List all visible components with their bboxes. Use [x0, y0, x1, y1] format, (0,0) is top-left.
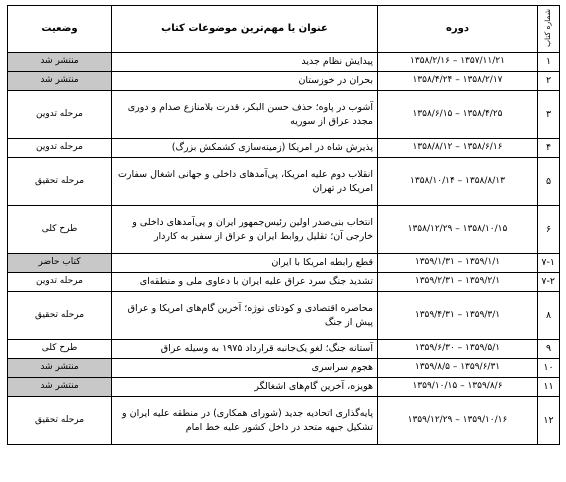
book-status: مرحله تدوین	[8, 273, 112, 292]
book-number: ۲	[538, 72, 560, 91]
table-row	[8, 254, 560, 273]
book-title: انقلاب دوم علیه امریکا، پی‌آمدهای داخلی و جهانی اشغال سفارت امریکا در تهران	[112, 158, 378, 206]
header-status: وضعیت	[8, 6, 112, 53]
book-status: منتشر شد	[8, 359, 112, 378]
book-title: آستانه جنگ؛ لغو یک‌جانبه قرارداد ۱۹۷۵ به وسیله عراق	[112, 340, 378, 359]
header-period: دوره	[378, 6, 538, 53]
book-period: ۱۳۵۸/۱۰/۱۵ – ۱۳۵۸/۱۲/۲۹	[378, 206, 538, 254]
book-status: مرحله تحقیق	[8, 397, 112, 445]
book-period: ۱۳۵۹/۸/۶ – ۱۳۵۹/۱۰/۱۵	[378, 378, 538, 397]
book-title: بحران در خوزستان	[112, 72, 378, 91]
book-title: محاصره اقتصادی و کودتای نوژه؛ آخرین گام‌های امریکا و عراق پیش از جنگ	[112, 292, 378, 340]
book-period: ۱۳۵۹/۱/۱ – ۱۳۵۹/۱/۳۱	[378, 254, 538, 273]
book-status: مرحله تحقیق	[8, 158, 112, 206]
book-period: ۱۳۵۹/۳/۱ – ۱۳۵۹/۴/۳۱	[378, 292, 538, 340]
header-title: عنوان یا مهم‌ترین موضوعات کتاب	[112, 6, 378, 53]
book-status-table	[7, 5, 560, 445]
book-period: ۱۳۵۸/۴/۲۵ – ۱۳۵۸/۶/۱۵	[378, 91, 538, 139]
book-number: ۳	[538, 91, 560, 139]
table-row	[8, 359, 560, 378]
book-status: منتشر شد	[8, 378, 112, 397]
book-period: ۱۳۵۹/۵/۱ – ۱۳۵۹/۶/۳۰	[378, 340, 538, 359]
table-row	[8, 53, 560, 72]
book-number: ۸	[538, 292, 560, 340]
table-row	[8, 91, 560, 139]
book-status: مرحله تدوین	[8, 139, 112, 158]
table-row	[8, 206, 560, 254]
book-title: هجوم سراسری	[112, 359, 378, 378]
book-period: ۱۳۵۸/۶/۱۶ – ۱۳۵۸/۸/۱۲	[378, 139, 538, 158]
book-period: ۱۳۵۸/۸/۱۳ – ۱۳۵۸/۱۰/۱۴	[378, 158, 538, 206]
book-title: هویزه، آخرین گام‌های اشغالگر	[112, 378, 378, 397]
table-row	[8, 139, 560, 158]
book-number: ۶	[538, 206, 560, 254]
book-number: ۷-۱	[538, 254, 560, 273]
book-number: ۴	[538, 139, 560, 158]
book-number: ۵	[538, 158, 560, 206]
header-number: شماره کتاب	[538, 6, 560, 53]
table-row	[8, 340, 560, 359]
book-status-table-container	[7, 5, 559, 445]
table-row	[8, 158, 560, 206]
table-header-row	[8, 6, 560, 53]
book-number: ۱۱	[538, 378, 560, 397]
book-status: منتشر شد	[8, 53, 112, 72]
book-title: تشدید جنگ سرد عراق علیه ایران با دعاوی ملی و منطقه‌ای	[112, 273, 378, 292]
book-status: طرح کلی	[8, 206, 112, 254]
book-title: پذیرش شاه در امریکا (زمینه‌سازی کشمکش بزرگ)	[112, 139, 378, 158]
table-row	[8, 378, 560, 397]
book-status: مرحله تحقیق	[8, 292, 112, 340]
book-period: ۱۳۵۹/۲/۱ – ۱۳۵۹/۲/۳۱	[378, 273, 538, 292]
book-number: ۱	[538, 53, 560, 72]
book-period: ۱۳۵۸/۲/۱۷ – ۱۳۵۸/۴/۲۴	[378, 72, 538, 91]
book-period: ۱۳۵۹/۱۰/۱۶ – ۱۳۵۹/۱۲/۲۹	[378, 397, 538, 445]
book-title: قطع رابطه امریکا با ایران	[112, 254, 378, 273]
table-row	[8, 72, 560, 91]
book-title: پایه‌گذاری اتحادیه جدید (شورای همکاری) در منطقه علیه ایران و تشکیل جبهه متحد در داخل کشور علیه خط امام	[112, 397, 378, 445]
book-number: ۱۲	[538, 397, 560, 445]
table-row	[8, 397, 560, 445]
table-row	[8, 273, 560, 292]
book-title: آشوب در پاوه؛ حذف حسن البکر، قدرت بلامنازع صدام و دوری مجدد عراق از سوریه	[112, 91, 378, 139]
book-number: ۱۰	[538, 359, 560, 378]
book-status: طرح کلی	[8, 340, 112, 359]
book-status: منتشر شد	[8, 72, 112, 91]
book-number: ۹	[538, 340, 560, 359]
book-title: پیدایش نظام جدید	[112, 53, 378, 72]
book-period: ۱۳۵۹/۶/۳۱ – ۱۳۵۹/۸/۵	[378, 359, 538, 378]
book-status: کتاب حاضر	[8, 254, 112, 273]
book-status: مرحله تدوین	[8, 91, 112, 139]
book-title: انتخاب بنی‌صدر اولین رئیس‌جمهور ایران و پی‌آمدهای داخلی و خارجی آن؛ تقلیل روابط ایران و عراق از سفیر به کاردار	[112, 206, 378, 254]
book-period: ۱۳۵۷/۱۱/۲۱ – ۱۳۵۸/۲/۱۶	[378, 53, 538, 72]
book-number: ۷-۲	[538, 273, 560, 292]
table-row	[8, 292, 560, 340]
